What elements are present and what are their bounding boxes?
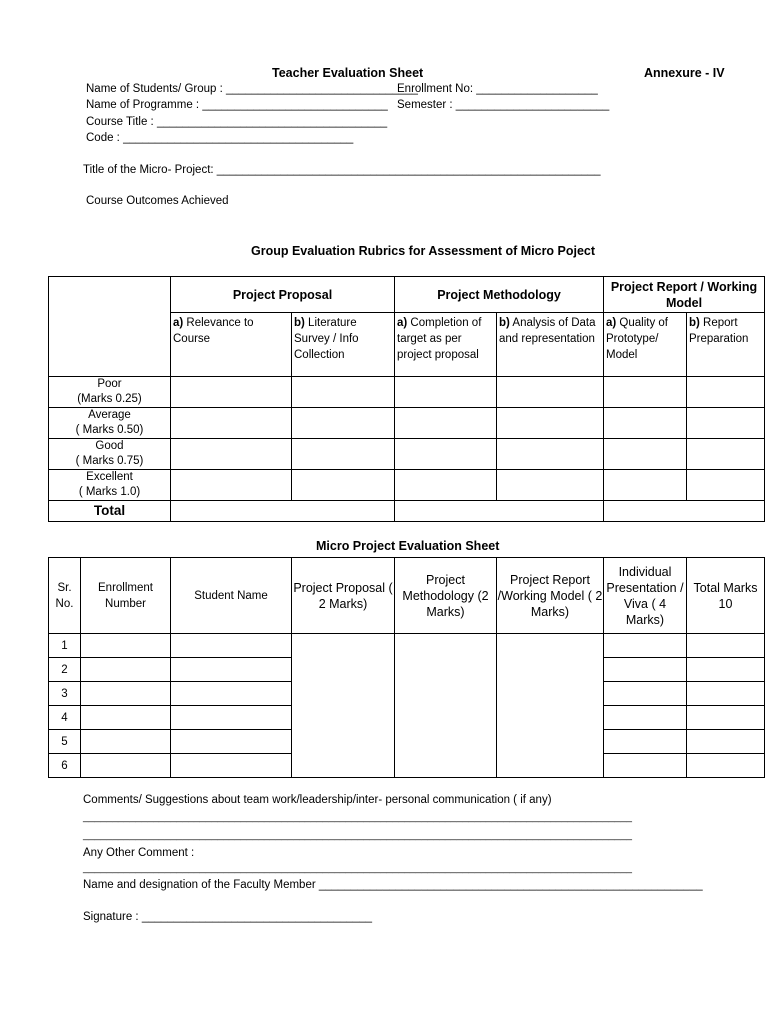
- other-comment-label: Any Other Comment :: [83, 847, 195, 859]
- course-title-field: Course Title : ____________________________________: [86, 116, 388, 128]
- col-total-marks: Total Marks 10: [687, 558, 765, 634]
- score-cell[interactable]: [171, 408, 292, 439]
- student-name-cell[interactable]: [171, 634, 292, 658]
- sheet-title: Teacher Evaluation Sheet: [272, 66, 424, 80]
- criterion-cell: b) Report Preparation: [687, 313, 765, 377]
- comments-label: Comments/ Suggestions about team work/leadership/inter- personal communication ( if any): [83, 794, 552, 806]
- criterion-text: Literature Survey / Info Collection: [294, 317, 359, 361]
- total-cell[interactable]: [687, 634, 765, 658]
- student-name-cell[interactable]: [171, 682, 292, 706]
- row-number: 4: [49, 706, 81, 730]
- col-project-proposal: Project Proposal ( 2 Marks): [292, 558, 395, 634]
- score-cell[interactable]: [687, 439, 765, 470]
- score-cell[interactable]: [395, 377, 497, 408]
- faculty-field: Name and designation of the Faculty Member ____________________________________________________________: [83, 879, 703, 891]
- level-good: Good ( Marks 0.75): [49, 439, 171, 470]
- student-name-cell[interactable]: [171, 658, 292, 682]
- presentation-cell[interactable]: [604, 730, 687, 754]
- enrollment-cell[interactable]: [81, 730, 171, 754]
- rubrics-corner-cell: [49, 277, 171, 377]
- col-project-report: Project Report /Working Model ( 2 Marks): [497, 558, 604, 634]
- student-name-cell[interactable]: [171, 706, 292, 730]
- criterion-text: Relevance to Course: [173, 317, 254, 345]
- score-cell[interactable]: [395, 408, 497, 439]
- score-cell[interactable]: [171, 377, 292, 408]
- group-project-methodology: Project Methodology: [395, 277, 604, 313]
- score-cell[interactable]: [604, 439, 687, 470]
- criterion-cell: b) Analysis of Data and representation: [497, 313, 604, 377]
- programme-field: Name of Programme : _____________________________: [86, 99, 388, 111]
- score-cell[interactable]: [497, 439, 604, 470]
- score-cell[interactable]: [687, 408, 765, 439]
- total-cell[interactable]: [687, 706, 765, 730]
- score-cell[interactable]: [292, 408, 395, 439]
- code-field: Code : ____________________________________: [86, 132, 354, 144]
- enrollment-cell[interactable]: [81, 706, 171, 730]
- score-cell[interactable]: [171, 470, 292, 501]
- total-report-cell[interactable]: [604, 501, 765, 522]
- methodology-merged-cell[interactable]: [395, 634, 497, 778]
- proposal-merged-cell[interactable]: [292, 634, 395, 778]
- presentation-cell[interactable]: [604, 634, 687, 658]
- row-number: 1: [49, 634, 81, 658]
- score-cell[interactable]: [497, 470, 604, 501]
- criterion-text: Quality of Prototype/ Model: [606, 317, 669, 361]
- semester-field: Semester : ________________________: [397, 99, 610, 111]
- col-enrollment-number: Enrollment Number: [81, 558, 171, 634]
- level-average: Average ( Marks 0.50): [49, 408, 171, 439]
- level-excellent: Excellent ( Marks 1.0): [49, 470, 171, 501]
- other-comment-line: ______________________________________________________________________________________________: [83, 862, 632, 874]
- col-student-name: Student Name: [171, 558, 292, 634]
- evaluation-heading: Micro Project Evaluation Sheet: [316, 539, 500, 553]
- criterion-cell: a) Relevance to Course: [171, 313, 292, 377]
- criterion-cell: a) Quality of Prototype/ Model: [604, 313, 687, 377]
- row-number: 3: [49, 682, 81, 706]
- total-methodology-cell[interactable]: [395, 501, 604, 522]
- row-number: 2: [49, 658, 81, 682]
- course-outcomes-label: Course Outcomes Achieved: [86, 195, 229, 207]
- annexure-label: Annexure - IV: [644, 66, 725, 80]
- criterion-text: Completion of target as per project proposal: [397, 317, 482, 361]
- col-sr-no: Sr. No.: [49, 558, 81, 634]
- score-cell[interactable]: [497, 377, 604, 408]
- signature-field: Signature : ____________________________________: [83, 911, 373, 923]
- enrollment-cell[interactable]: [81, 634, 171, 658]
- score-cell[interactable]: [292, 377, 395, 408]
- row-number: 5: [49, 730, 81, 754]
- enrollment-cell[interactable]: [81, 754, 171, 778]
- total-proposal-cell[interactable]: [171, 501, 395, 522]
- score-cell[interactable]: [604, 408, 687, 439]
- criterion-text: Analysis of Data and representation: [499, 317, 596, 345]
- comments-line-2: ______________________________________________________________________________________________: [83, 829, 632, 841]
- score-cell[interactable]: [395, 439, 497, 470]
- total-cell[interactable]: [687, 682, 765, 706]
- score-cell[interactable]: [687, 470, 765, 501]
- total-cell[interactable]: [687, 658, 765, 682]
- level-poor: Poor (Marks 0.25): [49, 377, 171, 408]
- group-project-proposal: Project Proposal: [171, 277, 395, 313]
- score-cell[interactable]: [395, 470, 497, 501]
- score-cell[interactable]: [292, 470, 395, 501]
- presentation-cell[interactable]: [604, 754, 687, 778]
- micro-project-title-field: Title of the Micro- Project: ____________________________________________________________: [83, 164, 601, 176]
- score-cell[interactable]: [171, 439, 292, 470]
- total-label: Total: [49, 501, 171, 522]
- total-cell[interactable]: [687, 754, 765, 778]
- student-name-cell[interactable]: [171, 730, 292, 754]
- total-cell[interactable]: [687, 730, 765, 754]
- report-merged-cell[interactable]: [497, 634, 604, 778]
- col-individual-presentation: Individual Presentation / Viva ( 4 Marks): [604, 558, 687, 634]
- presentation-cell[interactable]: [604, 658, 687, 682]
- rubrics-table: [48, 276, 765, 522]
- student-name-cell[interactable]: [171, 754, 292, 778]
- score-cell[interactable]: [604, 377, 687, 408]
- score-cell[interactable]: [687, 377, 765, 408]
- students-field: Name of Students/ Group : ______________________________: [86, 83, 418, 95]
- comments-line-1: ______________________________________________________________________________________________: [83, 811, 632, 823]
- criterion-text: Report Preparation: [689, 317, 749, 345]
- criterion-cell: b) Literature Survey / Info Collection: [292, 313, 395, 377]
- enrollment-cell[interactable]: [81, 682, 171, 706]
- presentation-cell[interactable]: [604, 706, 687, 730]
- rubrics-heading: Group Evaluation Rubrics for Assessment of Micro Poject: [251, 244, 596, 258]
- enrollment-field: Enrollment No: ___________________: [397, 83, 598, 95]
- score-cell[interactable]: [292, 439, 395, 470]
- row-number: 6: [49, 754, 81, 778]
- enrollment-cell[interactable]: [81, 658, 171, 682]
- col-project-methodology: Project Methodology (2 Marks): [395, 558, 497, 634]
- evaluation-table: [48, 557, 765, 778]
- criterion-cell: a) Completion of target as per project proposal: [395, 313, 497, 377]
- group-project-report: Project Report / Working Model: [604, 277, 765, 313]
- score-cell[interactable]: [604, 470, 687, 501]
- score-cell[interactable]: [497, 408, 604, 439]
- presentation-cell[interactable]: [604, 682, 687, 706]
